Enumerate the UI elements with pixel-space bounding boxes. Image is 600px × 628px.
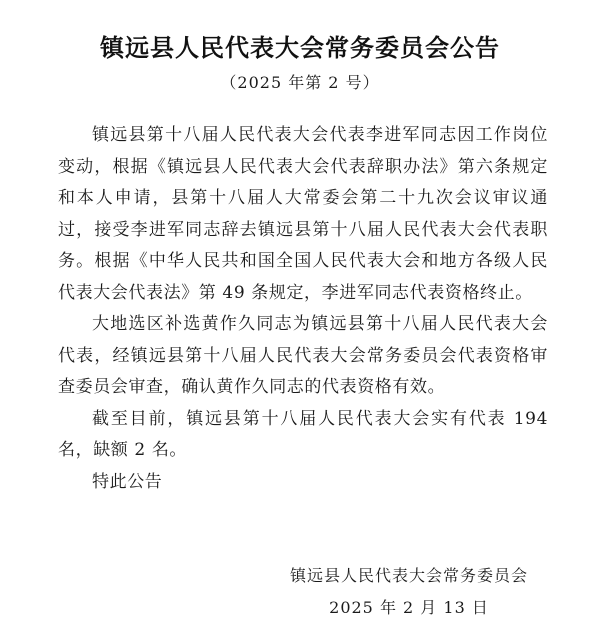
paragraph-resignation: 镇远县第十八届人民代表大会代表李进军同志因工作岗位变动，根据《镇远县人民代表大会代表辞职办法》第六条规定和本人申请，县第十八届人大常委会第二十九次会议审议通过，接受李进军同志辞去镇远县第十八届人民代表大会代表职务。根据《中华人民共和国全国人民代表大会和地方各级人民代表大会代表法》第 49 条规定，李进军同志代表资格终止。 xyxy=(58,125,548,303)
paragraph-by-election: 大地选区补选黄作久同志为镇远县第十八届人民代表大会代表，经镇远县第十八届人民代表大会常务委员会代表资格审查委员会审查，确认黄作久同志的代表资格有效。 xyxy=(58,314,548,397)
document-title: 镇远县人民代表大会常务委员会公告 xyxy=(100,34,500,62)
signature-block xyxy=(290,560,528,624)
paragraph-current-count: 截至目前，镇远县第十八届人民代表大会实有代表 194名，缺额 2 名。 xyxy=(58,408,548,460)
signature-date: 2025 年 2 月 13 日 xyxy=(329,598,489,617)
document-body xyxy=(58,120,548,498)
signature-org: 镇远县人民代表大会常务委员会 xyxy=(289,566,528,585)
document-number: （2025 年第 2 号） xyxy=(220,73,380,92)
paragraph-closing: 特此公告 xyxy=(92,471,163,492)
